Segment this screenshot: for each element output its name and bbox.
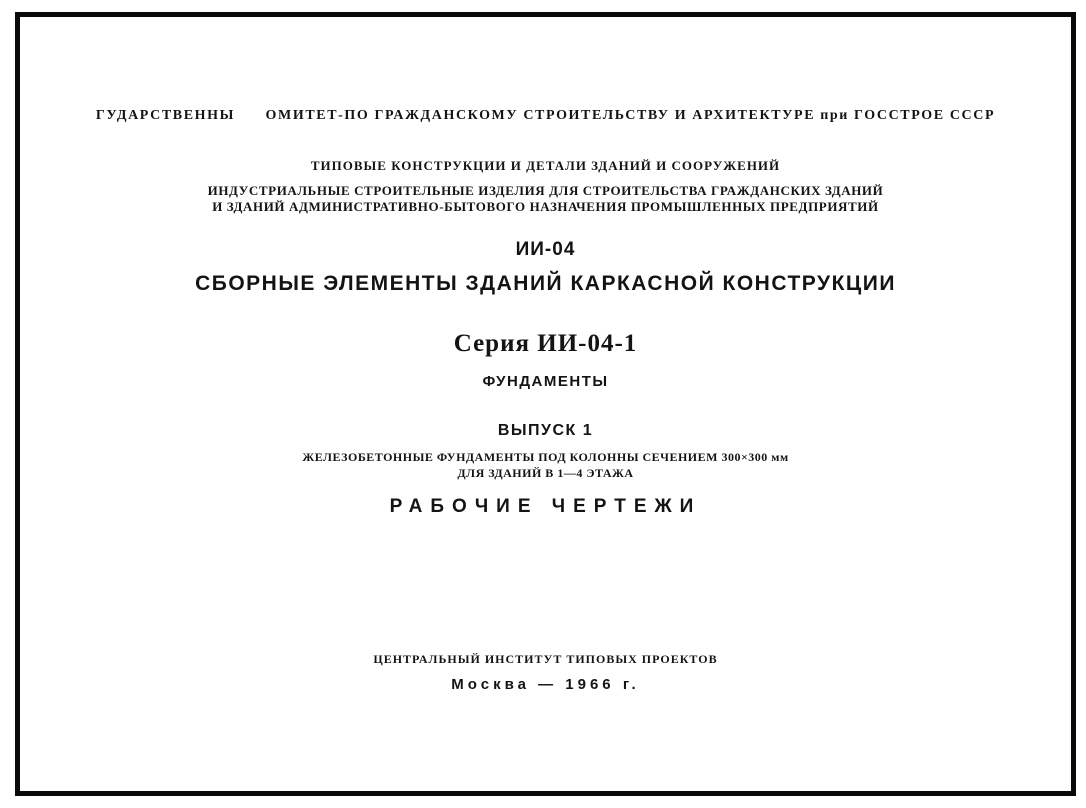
- document-code: ИИ-04: [515, 239, 576, 260]
- committee-header-line: ГУДАРСТВЕННЫ ОМИТЕТ-ПО ГРАЖДАНСКОМУ СТРОИТЕЛЬСТВУ И АРХИТЕКТУРЕ при ГОССТРОЕ СССР: [95, 108, 996, 123]
- publisher-institute: ЦЕНТРАЛЬНЫЙ ИНСТИТУТ ТИПОВЫХ ПРОЕКТОВ: [373, 652, 718, 666]
- typical-constructions-heading: ТИПОВЫЕ КОНСТРУКЦИИ И ДЕТАЛИ ЗДАНИЙ И СООРУЖЕНИЙ: [310, 158, 781, 173]
- page-border-frame: [15, 12, 1076, 796]
- document-main-title: СБОРНЫЕ ЭЛЕМЕНТЫ ЗДАНИЙ КАРКАСНОЙ КОНСТРУКЦИИ: [195, 272, 896, 295]
- city-and-year: Москва — 1966 г.: [451, 676, 640, 693]
- working-drawings-label: РАБОЧИЕ ЧЕРТЕЖИ: [389, 496, 702, 517]
- issue-number: ВЫПУСК 1: [497, 422, 594, 439]
- industrial-products-subtitle-line1: ИНДУСТРИАЛЬНЫЕ СТРОИТЕЛЬНЫЕ ИЗДЕЛИЯ ДЛЯ СТРОИТЕЛЬСТВА ГРАЖДАНСКИХ ЗДАНИЙ: [207, 183, 884, 198]
- industrial-products-subtitle-line2: И ЗДАНИЙ АДМИНИСТРАТИВНО-БЫТОВОГО НАЗНАЧЕНИЯ ПРОМЫШЛЕННЫХ ПРЕДПРИЯТИЙ: [212, 199, 879, 214]
- issue-description-line2: ДЛЯ ЗДАНИЙ В 1—4 ЭТАЖА: [457, 466, 634, 480]
- issue-description-line1: ЖЕЛЕЗОБЕТОННЫЕ ФУНДАМЕНТЫ ПОД КОЛОННЫ СЕЧЕНИЕМ 300×300 мм: [302, 450, 789, 464]
- series-number: Серия ИИ-04-1: [453, 330, 638, 357]
- series-subject: ФУНДАМЕНТЫ: [482, 373, 609, 390]
